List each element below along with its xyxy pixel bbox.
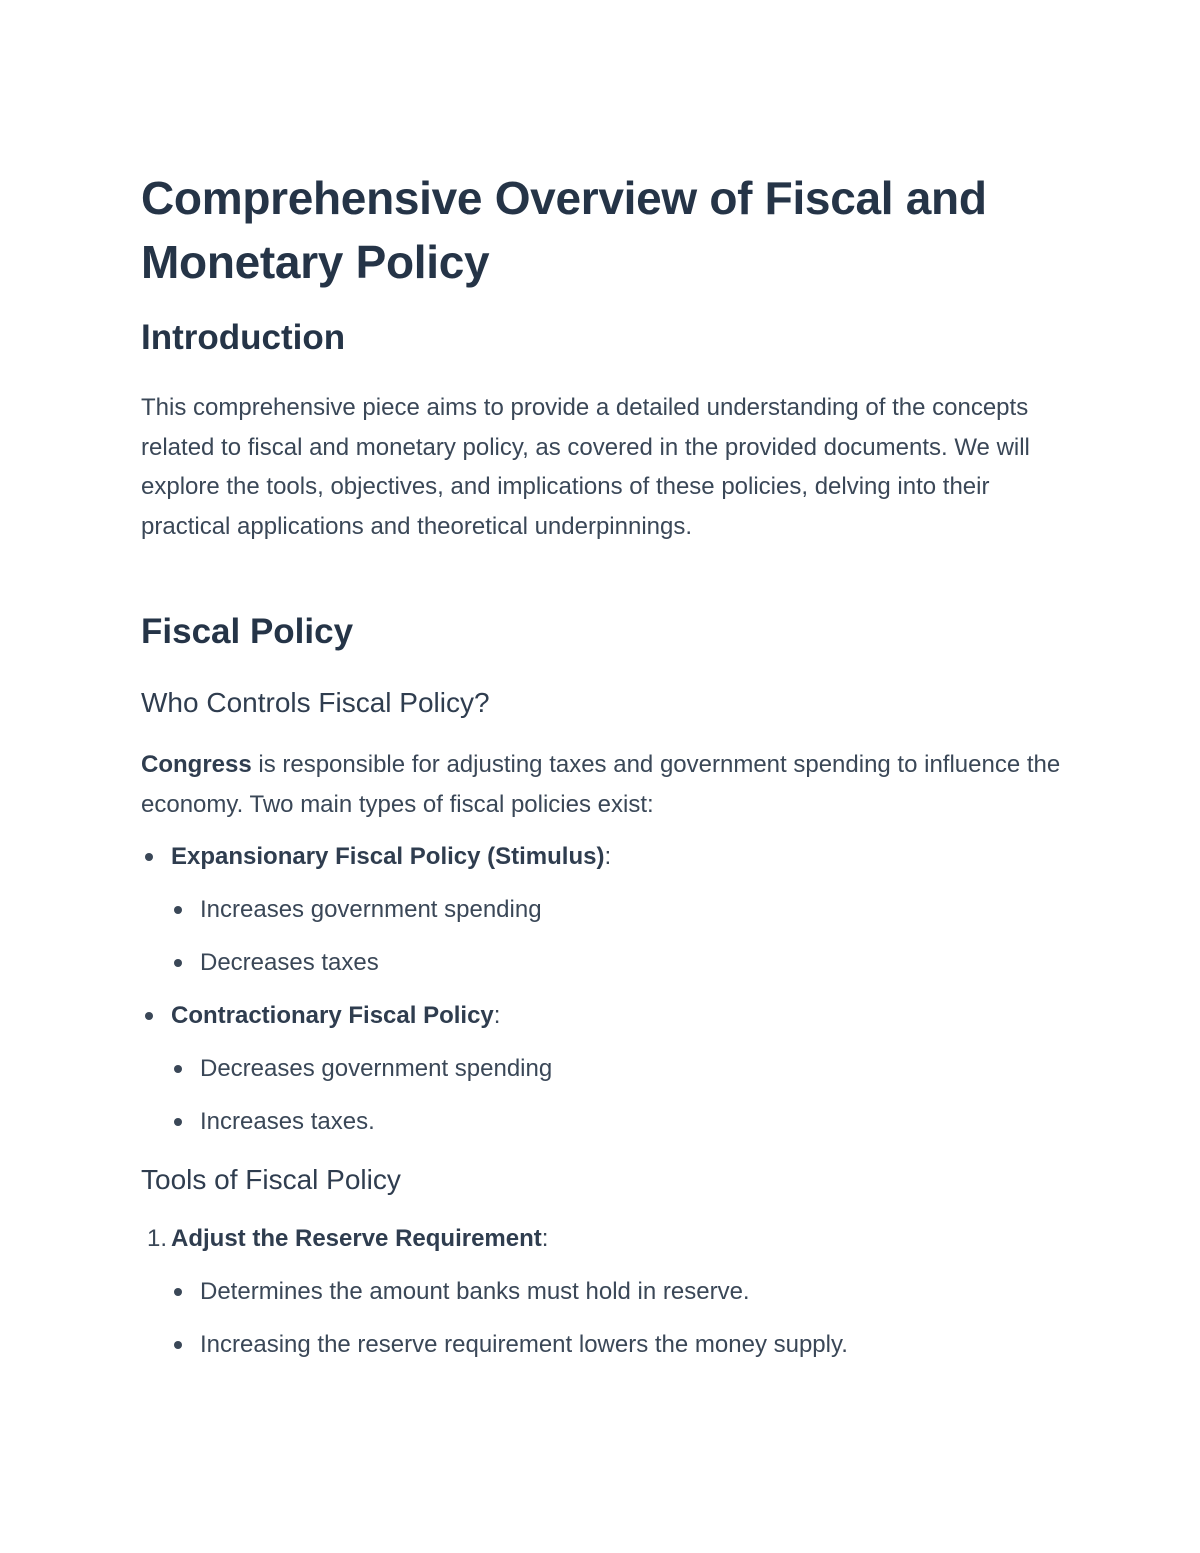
reserve-requirement-label: Adjust the Reserve Requirement — [171, 1225, 542, 1252]
list-item: Determines the amount banks must hold in reserve. — [200, 1278, 750, 1305]
tools-heading: Tools of Fiscal Policy — [141, 1164, 401, 1195]
contractionary-suffix: : — [493, 1002, 501, 1029]
bullet-icon — [145, 853, 153, 861]
who-controls-text: is responsible for adjusting taxes and government spending to influence the economy. Two main types of fiscal policies exist: — [141, 751, 1061, 818]
bullet-icon — [174, 1065, 182, 1073]
list-item-contractionary — [171, 999, 500, 1033]
bullet-icon — [145, 1012, 153, 1020]
document-title: Comprehensive Overview of Fiscal and Monetary Policy — [141, 172, 987, 288]
introduction-paragraph: This comprehensive piece aims to provide a detailed understanding of the concepts related to fiscal and monetary policy, as covered in the provided documents. We will explore the tools, objectives, and implications of these policies, delving into their practical applications and theoretical underpinnings. — [141, 394, 1030, 540]
bullet-icon — [174, 1341, 182, 1349]
bullet-icon — [174, 1118, 182, 1126]
bullet-icon — [174, 906, 182, 914]
list-item-expansionary — [171, 840, 611, 874]
who-controls-paragraph — [141, 745, 1071, 824]
fiscal-policy-heading: Fiscal Policy — [141, 612, 354, 651]
introduction-heading: Introduction — [141, 318, 346, 357]
bullet-icon — [174, 959, 182, 967]
expansionary-label: Expansionary Fiscal Policy (Stimulus) — [171, 843, 605, 870]
list-item: Increasing the reserve requirement lowers the money supply. — [200, 1331, 848, 1358]
contractionary-label: Contractionary Fiscal Policy — [171, 1002, 494, 1029]
list-number: 1. — [147, 1225, 168, 1252]
numbered-item-reserve-requirement — [171, 1222, 548, 1256]
bullet-icon — [174, 1288, 182, 1296]
list-item: Decreases government spending — [200, 1055, 553, 1082]
reserve-requirement-suffix: : — [541, 1225, 549, 1252]
who-controls-heading: Who Controls Fiscal Policy? — [141, 687, 490, 718]
expansionary-suffix: : — [604, 843, 612, 870]
list-item: Increases taxes. — [200, 1108, 375, 1135]
list-item: Decreases taxes — [200, 949, 379, 976]
list-item: Increases government spending — [200, 896, 542, 923]
congress-bold: Congress — [141, 751, 252, 778]
